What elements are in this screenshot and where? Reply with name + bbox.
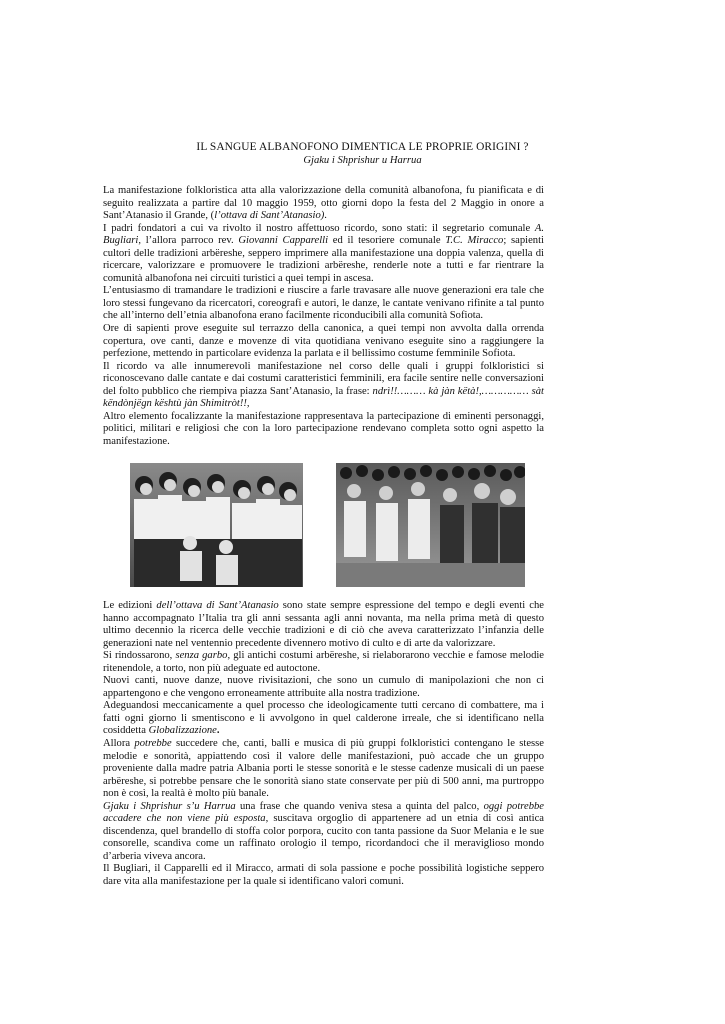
paragraph [103,650,544,675]
paragraph [103,700,544,738]
text-run: oggi potrebbe accadere che non viene più esposta, [103,800,544,825]
text-run: dell’ottava di Sant’Atanasio [156,600,279,611]
text-run: , gli antichi costumi arbëreshe, si rielaborarono vecchie e famose melodie ritenendole, a torto, non più adeguate ed autoctone. [103,650,545,674]
text-run: Il Bugliari, il Capparelli ed il Miracco, armati di sola passione e poche possibilità logistiche seppero dare vita alla manifestazione per la quale si identificano valori comuni. [103,863,544,888]
paragraph [103,600,544,650]
text-run: Le edizioni [103,600,157,611]
paragraph [103,411,544,449]
text-run: Si rindossarono, [103,650,176,662]
text-run: Ore di sapienti prove eseguite sul terrazzo della canonica, a quei tempi non avvolta dalla orrenda copertura, ove canti, danze e movenze di vita quotidiana venivano eseguite sino a raggiungere la perfezione, mettendo in particolare evidenza la parlata e il bellissimo costume femminile Sofiota. [103,323,544,360]
text-run: I padri fondatori a cui va rivolto il nostro affettuoso ricordo, sono stati: il segretario comunale [103,222,535,234]
paragraph [103,223,544,286]
article-section-1 [103,185,544,448]
text-run: Gjaku i Shprishur s’u Harrua [103,800,236,812]
document-subtitle: Gjaku i Shprishur u Harrua [303,155,422,166]
text-run: Giovanni Capparelli [238,235,329,247]
article-section-2 [103,600,544,889]
photo-women-in-costume [130,463,303,587]
text-run: senza garbo [175,650,228,662]
text-run: La manifestazione folkloristica atta alla valorizzazione della comunità albanofona, fu pianificata e di seguito realizzata a partire dal 10 maggio 1959, otto giorni dopo la festa del 2 Maggio in onore a Sant’Atanasio il Grande, ( [103,185,544,222]
text-run: Globalizzazione [148,725,217,737]
text-run: . [216,725,220,737]
document-title: IL SANGUE ALBANOFONO DIMENTICA LE PROPRIE ORIGINI ? [196,141,529,153]
paragraph [103,738,544,801]
text-run: L’entusiasmo di tramandare le tradizioni e riuscire a farle travasare alle nuove generazioni era tale che loro stessi fungevano da ricercatori, coreografi e autori, le danze, le cantate venivano rifinite a tal punto che all’interno dell’etnia albanofona erano facilmente riconducibili alla comunità Sofiota. [103,285,544,322]
text-run: ; sapienti cultori delle tradizioni arbëreshe, seppero imprimere alla manifestazione una doppia valenza, quella di ricercare, valorizzare e promuovere le tradizioni arbëreshe, renderle note a tutti e far rientrare la comunità albanofona nei circuiti turistici a quei tempi in ascesa. [103,235,544,284]
photo-crowd-in-square [336,463,525,587]
text-run: Il ricordo va alle innumerevoli manifestazione nel corso delle quali i gruppi folkloristici si riconoscevano dalle cantate e dai costumi caratteristici femminili, era facile sentire nelle conversazioni del folto pubblico che riempiva piazza Sant’Atanasio, la frase: [103,360,544,397]
paragraph [103,801,544,864]
text-run: una frase che quando veniva stesa a quinta del palco, [235,800,484,812]
text-run: l’ottava di Sant’Atanasio) [214,210,325,222]
paragraph [103,675,544,700]
text-run: ndrì!!……… kà jàn këtà!,…………… sàt këndònjëgn kështù jàn Shimitròt!!, [103,385,544,410]
text-run: A. Bugliari [103,222,544,247]
text-run: Nuovi canti, nuove danze, nuove rivisitazioni, che sono un cumulo di manipolazioni che non ci appartengono e che vengono erroneamente attribuite alla nostra tradizione. [103,675,544,699]
text-run: . [324,210,327,222]
text-run: ed il tesoriere comunale [328,235,446,247]
paragraph [103,863,544,888]
paragraph [103,361,544,411]
text-run: succedere che, canti, balli e musica di più gruppi folkloristici contengano le stesse melodie e sonorità, appiattendo così il valore delle manifestazioni, può accade che un gruppo proveniente dalla madre patria Albania porti le stesse sonorità e le stesse cadenze musicali di un paese arbëreshe, si potrebbe pensare che le sonorità siano state conservate per più di 500 anni, ma purtroppo non è così, la realtà è molto più banale. [103,738,544,800]
paragraph [103,323,544,361]
text-run: sono state sempre espressione del tempo e degli eventi che hanno accompagnato l’Italia tra gli anni sessanta agli anni novanta, ma nella prima metà di questo ultimo decennio la ricerca delle vecchie tradizioni e di ciò che aveva caratterizzato l’infanzia delle generazioni nate nel ventennio precedente divennero motivo di culto e di arte da valorizzare. [103,600,544,649]
text-run: Allora [103,738,135,750]
text-run: Adeguandosi meccanicamente a quel processo che ideologicamente tutti cercano di combattere, ma i fatti ogni giorno li smentiscono e li avvolgono in quel calderone irreale, che si identificano nella cosiddetta [103,700,544,737]
text-run: suscitava orgoglio di appartenere ad un etnia di così antica discendenza, quel brandello di stoffa color porpora, cucito con tanta passione da Suor Melania e le sue consorelle, scandiva come un raffinato orologio il tempo, ricordandoci che il meraviglioso mondo d’arberia viveva ancora. [103,813,544,862]
text-run: T.C. Miracco [445,235,504,247]
text-run: Altro elemento focalizzante la manifestazione rappresentava la partecipazione di eminenti personaggi, politici, militari e religiosi che con la loro partecipazione rendevano completa sotto ogni aspetto la manifestazione. [103,410,544,447]
text-run: , l’allora parroco rev. [138,235,239,247]
text-run: potrebbe [134,738,172,750]
paragraph [103,285,544,323]
paragraph [103,185,544,223]
